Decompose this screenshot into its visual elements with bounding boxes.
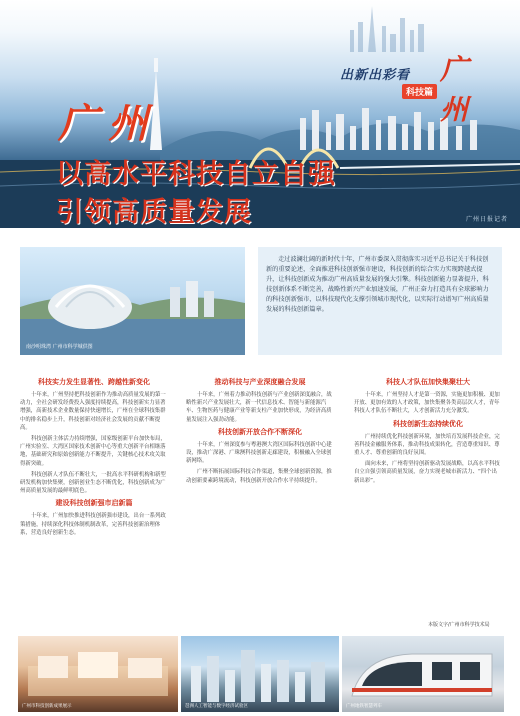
column-2	[186, 374, 334, 628]
masthead-series: 出新出彩看	[340, 68, 411, 83]
section-heading: 建设科技创新强市启新篇	[55, 499, 133, 508]
bottom-photo-train	[342, 636, 504, 712]
headline-line-2: 引领高质量发展	[56, 197, 252, 228]
exhibition-hall-illustration	[18, 636, 178, 712]
paragraph: 十年来，广州坚持把科技创新作为推动高质量发展的第一动力，全社会研发经费投入强度持续提高，科技创新实力显著增强，高新技术企业数量保持快速增长，广州在全球科技集群中的排名稳步上升，科技创新对经济社会发展的贡献不断提高。	[20, 392, 166, 431]
bottom-photo-caption: 广州地铁智慧列车	[346, 704, 382, 709]
paragraph: 十年来，广州着力推动科技创新与产业创新深度融合，战略性新兴产业发展壮大，新一代信息技术、智能与新能源汽车、生物医药与健康产业等新支柱产业加快形成，为经济高质量发展注入强劲动能。	[186, 392, 332, 423]
paragraph: 广州不断拓展国际科技合作渠道，集聚全球创新资源，推动创新要素跨境流动，科技创新开放合作水平持续提升。	[186, 469, 332, 484]
bottom-photo-strip	[18, 636, 504, 712]
masthead-badge: 科技篇	[402, 84, 437, 99]
article-body	[20, 374, 504, 628]
column-1	[20, 374, 168, 628]
byline: 本版文字/广州市科学技术局	[428, 622, 490, 628]
skyline-illustration	[181, 636, 339, 712]
bottom-photo-caption: 广州市科技创新成果展示	[22, 704, 72, 709]
paragraph: 十年来，广州深度参与粤港澳大湾区国际科技创新中心建设，推动广深港、广珠澳科技创新走廊建设，积极融入全球创新网络。	[186, 441, 332, 465]
intro-text: 走过波澜壮阔的新时代十年，广州市委深入贯彻落实习近平总书记关于科技创新的重要论述，全面推进科技创新强市建设，科技创新的综合实力实现跨越式提升，让科技创新成为推动广州高质量发展的强大引擎。科技创新能力显著提升，科技创新体系不断完善，战略性新兴产业加速发展，广州正奋力打造具有全球影响力的科技创新强市，以科技现代化支撑引领城市现代化，以实际行动谱写广州高质量发展的科技创新篇章。	[266, 256, 489, 313]
masthead	[340, 44, 490, 126]
paragraph: 十年来，广州坚持人才是第一资源，实施更加积极、更加开放、更加有效的人才政策，加快集聚各类高层次人才，青年科技人才队伍不断壮大，人才创新活力充分激发。	[354, 392, 500, 415]
masthead-city: 广州	[440, 53, 469, 126]
hero-photo-credit: 广州日报记者	[465, 216, 508, 223]
bottom-photo-exhibition	[18, 636, 178, 712]
inset-photo	[20, 247, 245, 355]
paragraph: 科技创新人才队伍不断壮大，一批高水平科研机构和新型研发机构加快集聚，创新创业生态不断优化，科技创新成为广州高质量发展的最鲜明底色。	[20, 471, 166, 495]
intro-box	[258, 247, 502, 355]
section-heading: 科技创新生态持续优化	[393, 419, 463, 428]
metro-train-illustration	[342, 636, 504, 712]
section-heading: 科技创新开放合作不断深化	[218, 427, 302, 436]
inset-photo-caption: 南沙明珠湾 广州市科学城供图	[26, 344, 93, 350]
section-heading: 推动科技与产业深度融合发展	[214, 378, 306, 386]
headline-line-1: 以高水平科技自立自强	[56, 159, 336, 190]
paragraph: 十年来，广州加快推进科技创新强市建设，出台一系列政策措施，持续深化科技体制机制改革，完善科技创新治理体系，营造良好创新生态。	[20, 513, 166, 536]
hero-banner	[0, 0, 520, 228]
bottom-photo-skyline	[181, 636, 339, 712]
hero-city-title: 广州	[58, 100, 158, 147]
paragraph: 面向未来，广州将坚持创新驱动发展战略，以高水平科技自立自强引领高质量发展，奋力实现老城市新活力、“四个出新出彩”。	[354, 461, 500, 484]
lakeside-building-illustration	[20, 247, 245, 355]
paragraph: 科技创新主体活力持续增强，国家级创新平台加快布局，广州实验室、大湾区国家技术创新中心等重大创新平台相继落地，基础研究和原始创新能力不断提升，关键核心技术攻关取得新突破。	[20, 436, 166, 467]
bottom-photo-caption: 琶洲人工智能与数字经济试验区	[185, 704, 248, 709]
column-3	[354, 374, 502, 628]
section-heading: 科技人才队伍加快集聚壮大	[386, 378, 470, 386]
section-heading: 科技实力发生显著性、跨越性新变化	[38, 378, 150, 386]
paragraph: 广州持续优化科技创新环境，加快培育发展科技企业，完善科技金融服务体系，推动科技成果转化，营造尊重知识、尊重人才、尊重创新的良好氛围。	[354, 433, 500, 457]
